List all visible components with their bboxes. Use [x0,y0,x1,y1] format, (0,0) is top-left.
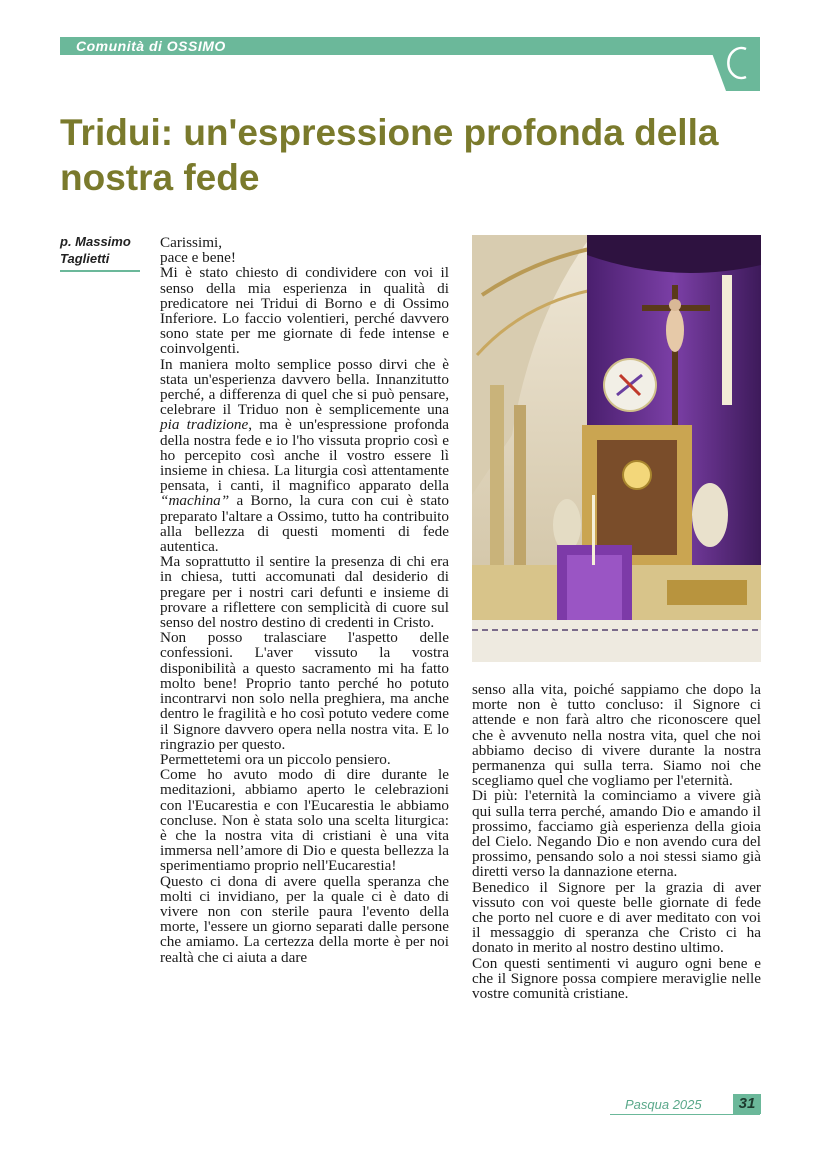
paragraph: pace e bene! [160,249,236,267]
paragraph: Di più: l'eternità la cominciamo a vivere già qui sulla terra perché, amando Dio e amando il prossimo, facciamo già esperienza della gioia del Cielo. Negando Dio e non avendo cura del prossimo, pensando solo a noi stessi siamo già diretti verso la dannazione eterna. [472,787,761,881]
paragraph: Carissimi, [160,234,223,251]
paragraph: Non posso tralasciare l'aspetto delle confessioni. L'aver vissuto la vostra disponibilità a questo sacramento mi ha fatto molto bene! Proprio tanto perché ho potuto incontrarvi non solo nella preghiera, ma anche dentro le fragilità e ho così potuto vedere come il Signore davvero opera nella nostra vita. E lo ringrazio per questo. [160,629,449,753]
author-byline: p. Massimo Taglietti [60,233,140,272]
article-column-right [472,682,761,1001]
paragraph: Mi è stato chiesto di condividere con voi il senso della mia esperienza in qualità di predicatore nei Tridui di Borno e di Ossimo Inferiore. Lo faccio volentieri, perché davvero sono state per me giornate di fede intense e coinvolgenti. [160,264,449,358]
paragraph: Questo ci dona di avere quella speranza che molti ci invidiano, per la quale ci è dato di vivere non con sterile paura l'evento della morte, l'essere un giorno separati dalle persone che amiamo. La certezza della morte è per noi realtà che ci aiuta a dare [160,872,449,966]
emphasis-text: “machina” [160,492,230,510]
text-run: In maniera molto semplice posso dirvi che è stata un'esperienza davvero bella. Innanzitutto perché, a differenza di quel che si può pensare, celebrare il Triduo non è semplicemente una [160,355,449,419]
paragraph: senso alla vita, poiché sappiamo che dopo la morte non è tutto concluso: il Signore ci attende e non farà altro che riconoscere quel che è avvenuto nella nostra vita, quel che noi abbiamo deciso di vivere durante la nostra permanenza qui sulla terra. Siamo noi che scegliamo quel che vogliamo per l'eternità. [472,681,761,790]
article-column-left [160,235,449,965]
paragraph: Permettetemi ora un piccolo pensiero. [160,750,391,768]
article-title: Tridui: un'espressione profonda della nostra fede [60,112,719,198]
paragraph: Come ho avuto modo di dire durante le meditazioni, abbiamo aperto le celebrazioni con l'Eucarestia e con l'Eucarestia le abbiamo concluse. Non è stata solo una scelta liturgica: è che la nostra vita di cristiani è una vita immersa nell’amore di Dio e questa bellezza la sperimentiamo proprio nell'Eucarestia! [160,766,449,875]
page-number: 31 [738,1095,756,1112]
paragraph [160,357,449,555]
altar-photo [472,235,761,662]
section-tab-icon [706,37,760,91]
paragraph: Benedico il Signore per la grazia di aver vissuto con voi queste belle giornate di fede che porto nel cuore e di aver meditato con voi il messaggio di speranza che Cristo ci ha donato in merito al nostro destino ultimo. [472,878,761,957]
text-run: , ma è un'espressione profonda della nostra fede e io l'ho vissuta proprio così e ho percepito così anche il vostro essere lì insieme in chiesa. La liturgia così attentamente pensata, i canti, il magnifico apparato della [160,416,449,495]
section-label: Comunità di OSSIMO [76,38,226,54]
paragraph: Ma soprattutto il sentire la presenza di chi era in chiesa, tutti accomunati dal desiderio di pregare per i nostri cari defunti e insieme di provare a riflettere con semplicità di cuore sul senso del nostro destino di credenti in Cristo. [160,553,449,632]
issue-label: Pasqua 2025 [625,1097,702,1112]
footer-rule [610,1114,760,1115]
text-run: a Borno, la cura con cui è stato preparato l'altare a Ossimo, tutto ha contribuito alla bellezza di questi momenti di fede autentica. [160,492,449,556]
emphasis-text: pia tradizione [160,416,249,434]
paragraph: Con questi sentimenti vi auguro ogni bene e che il Signore possa compiere meraviglie nelle vostre comunità cristiane. [472,954,761,1003]
